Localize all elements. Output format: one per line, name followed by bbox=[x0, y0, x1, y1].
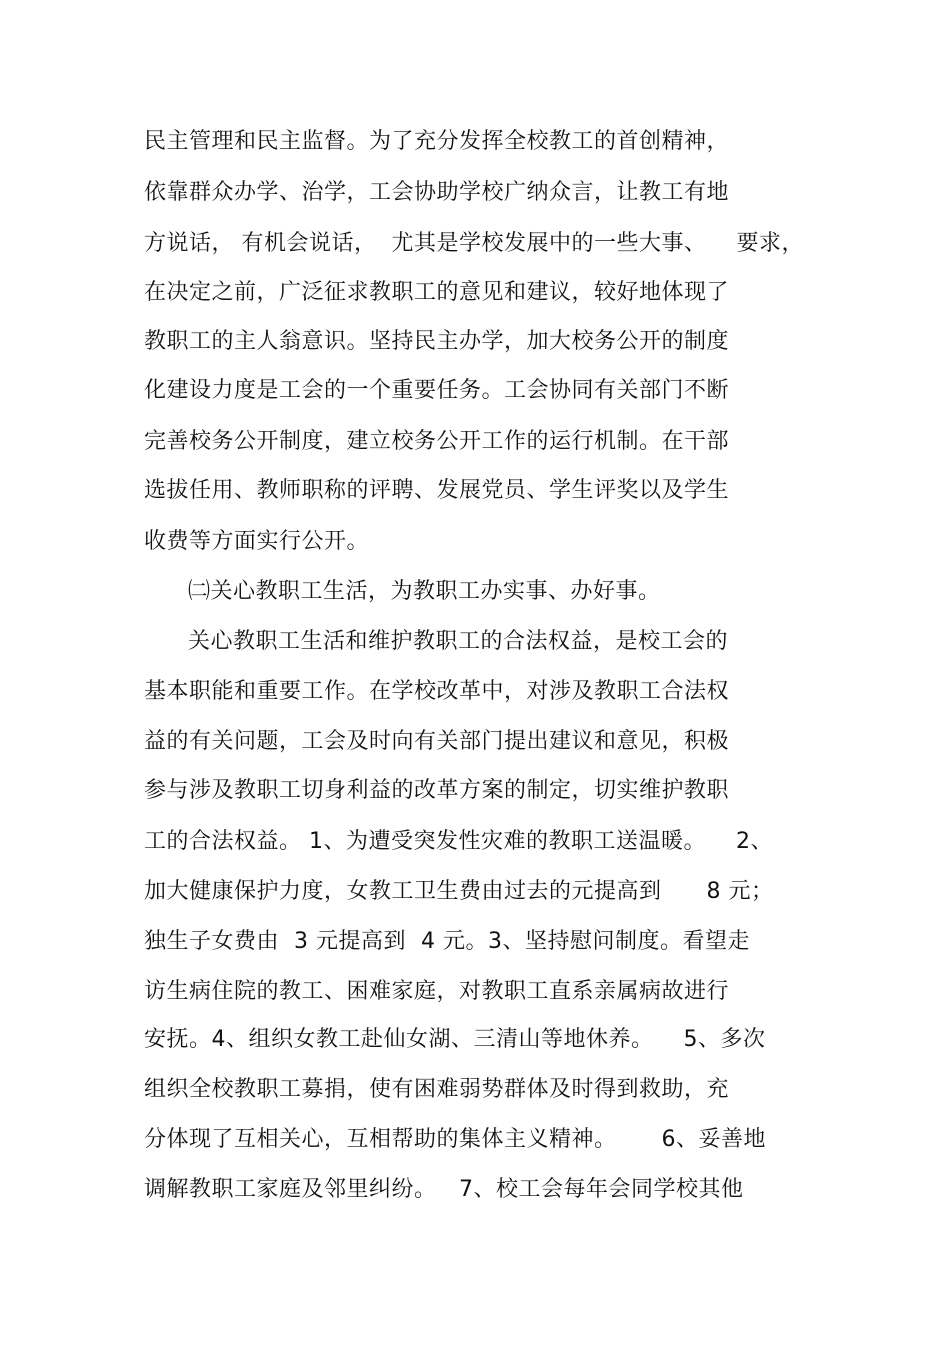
text-line: 独生子女费由 3 元提高到 4 元。3、坚持慰问制度。看望走 bbox=[144, 929, 750, 954]
text-line: 方说话， 有机会说话， 尤其是学校发展中的一些大事、 要求， bbox=[144, 231, 804, 256]
section-heading: ㈡关心教职工生活，为教职工办实事、办好事。 bbox=[188, 579, 661, 604]
text-line: 基本职能和重要工作。在学校改革中，对涉及教职工合法权 bbox=[144, 679, 730, 704]
text-line: 民主管理和民主监督。为了充分发挥全校教工的首创精神， bbox=[144, 129, 730, 154]
text-line: 分体现了互相关心，互相帮助的集体主义精神。 6、妥善地 bbox=[144, 1127, 766, 1152]
text-line: 依靠群众办学、治学，工会协助学校广纳众言，让教工有地 bbox=[144, 180, 730, 205]
text-line: 收费等方面实行公开。 bbox=[144, 529, 370, 554]
text-line: 化建设力度是工会的一个重要任务。工会协同有关部门不断 bbox=[144, 378, 730, 403]
text-line: 参与涉及教职工切身利益的改革方案的制定，切实维护教职 bbox=[144, 778, 730, 803]
text-line: 完善校务公开制度，建立校务公开工作的运行机制。在干部 bbox=[144, 429, 730, 454]
text-line: 选拔任用、教师职称的评聘、发展党员、学生评奖以及学生 bbox=[144, 478, 730, 503]
text-line: 访生病住院的教工、困难家庭，对教职工直系亲属病故进行 bbox=[144, 979, 730, 1004]
text-line: 调解教职工家庭及邻里纠纷。 7、校工会每年会同学校其他 bbox=[144, 1177, 744, 1202]
paragraph-first-line: 关心教职工生活和维护教职工的合法权益，是校工会的 bbox=[188, 629, 729, 654]
text-line: 组织全校教职工募捐，使有困难弱势群体及时得到救助，充 bbox=[144, 1077, 730, 1102]
text-line: 益的有关问题，工会及时向有关部门提出建议和意见，积极 bbox=[144, 729, 730, 754]
text-line: 教职工的主人翁意识。坚持民主办学，加大校务公开的制度 bbox=[144, 329, 730, 354]
text-line: 工的合法权益。 1、为遭受突发性灾难的教职工送温暖。 2、 bbox=[144, 829, 773, 854]
text-line: 安抚。4、组织女教工赴仙女湖、三清山等地休养。 5、多次 bbox=[144, 1027, 766, 1052]
text-line: 在决定之前，广泛征求教职工的意见和建议，较好地体现了 bbox=[144, 280, 730, 305]
text-line: 加大健康保护力度，女教工卫生费由过去的元提高到 8 元； bbox=[144, 879, 774, 904]
